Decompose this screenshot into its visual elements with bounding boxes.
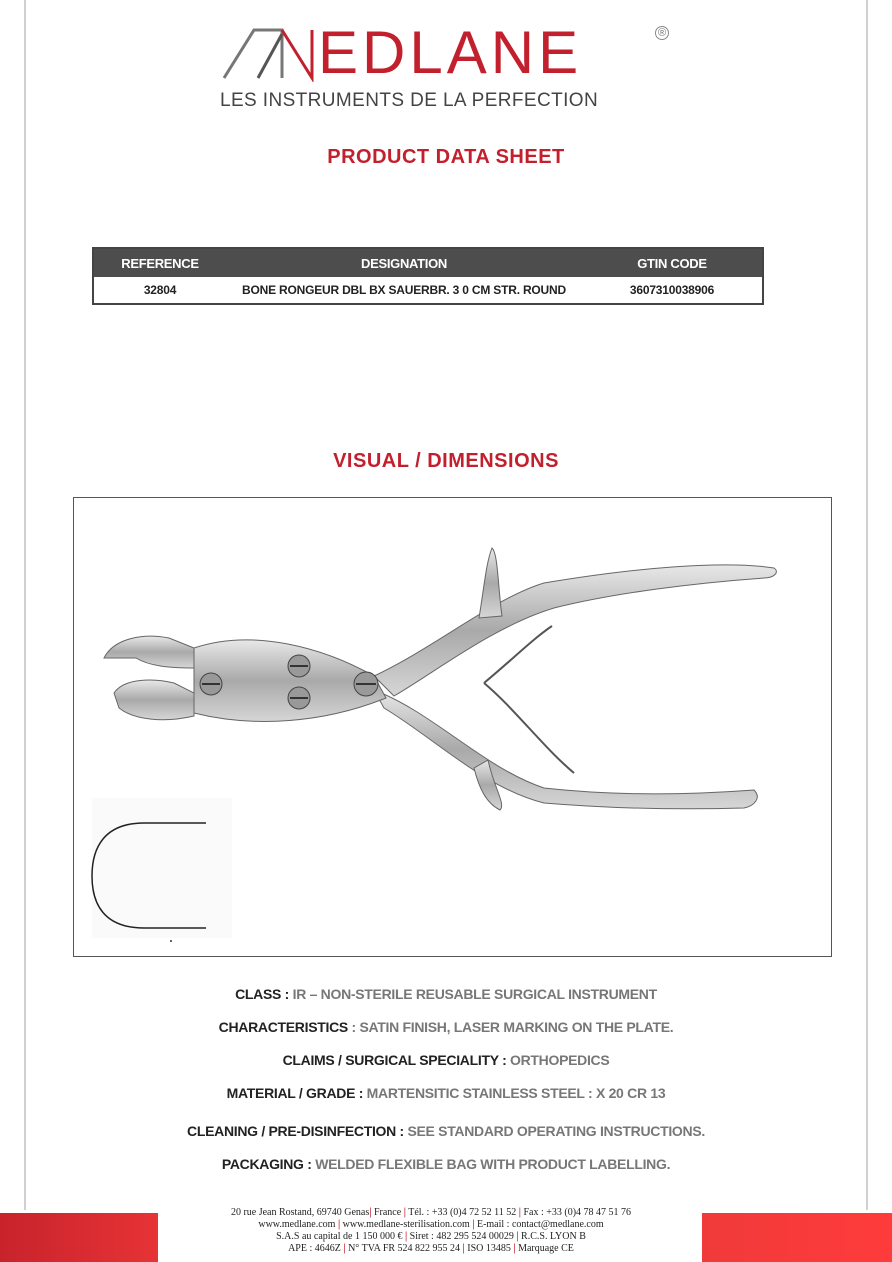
footer-line-company: S.A.S au capital de 1 150 000 € | Siret : 482 295 524 00029 | R.C.S. LYON B	[276, 1231, 586, 1242]
spec-claims-value: ORTHOPEDICS	[506, 1052, 610, 1068]
footer-capital: S.A.S au capital de 1 150 000 €	[276, 1231, 405, 1242]
footer-contact	[160, 1207, 702, 1255]
cell-gtin: 3607310038906	[629, 283, 715, 297]
spec-class-value: IR – NON-STERILE REUSABLE SURGICAL INSTRUMENT	[289, 986, 657, 1002]
footer-phone: Tél. : +33 (0)4 72 52 11 52	[405, 1207, 519, 1218]
tagline: LES INSTRUMENTS DE LA PERFECTION	[220, 90, 599, 111]
footer-rcs: R.C.S. LYON B	[518, 1231, 586, 1242]
footer-ce: Marquage CE	[515, 1243, 574, 1254]
spec-packaging	[0, 1156, 892, 1172]
footer-fax: Fax : +33 (0)4 78 47 51 76	[520, 1207, 632, 1218]
logo-text-tail: EDLANE	[318, 19, 583, 86]
footer-ape: APE : 4646Z	[288, 1243, 344, 1254]
spec-cleaning-label: CLEANING / PRE-DISINFECTION :	[187, 1123, 404, 1139]
footer-website-sterilisation[interactable]: www.medlane-sterilisation.com	[340, 1219, 473, 1230]
spec-material-label: MATERIAL / GRADE :	[226, 1085, 364, 1101]
header-reference: REFERENCE	[93, 248, 226, 277]
footer-bar-left	[0, 1213, 158, 1262]
footer-email[interactable]: E-mail : contact@medlane.com	[474, 1219, 604, 1230]
reference-table	[92, 247, 764, 305]
spec-material	[0, 1085, 892, 1101]
spec-class	[0, 986, 892, 1002]
rongeur-illustration	[74, 498, 831, 956]
spec-class-label: CLASS :	[235, 986, 290, 1002]
footer-website[interactable]: www.medlane.com	[258, 1219, 338, 1230]
footer-bar-right	[702, 1213, 892, 1262]
spec-characteristics-value: : SATIN FINISH, LASER MARKING ON THE PLATE.	[347, 1019, 674, 1035]
header-designation: DESIGNATION	[226, 248, 582, 277]
footer-line-address: 20 rue Jean Rostand, 69740 Genas| France | Tél. : +33 (0)4 72 52 11 52 | Fax : +33 (0)4 78 47 51 76	[230, 1207, 632, 1218]
spec-claims	[0, 1052, 892, 1068]
spec-claims-label: CLAIMS / SURGICAL SPECIALITY :	[282, 1052, 507, 1068]
footer-iso: ISO 13485	[464, 1243, 514, 1254]
visual-dimensions-title: VISUAL / DIMENSIONS	[333, 450, 559, 472]
product-visual-frame	[73, 497, 832, 957]
spec-characteristics	[0, 1019, 892, 1035]
spec-packaging-label: PACKAGING :	[221, 1156, 312, 1172]
table-header-row	[93, 248, 763, 277]
cell-reference: 32804	[143, 283, 177, 297]
spec-cleaning-value: SEE STANDARD OPERATING INSTRUCTIONS.	[403, 1123, 705, 1139]
logo-text	[318, 19, 583, 86]
header-gtin: GTIN CODE	[582, 248, 763, 277]
footer-line-legal: APE : 4646Z | N° TVA FR 524 822 955 24 | ISO 13485 | Marquage CE	[288, 1243, 574, 1254]
footer-line-web: www.medlane.com | www.medlane-sterilisation.com | E-mail : contact@medlane.com	[258, 1219, 604, 1230]
footer-address: 20 rue Jean Rostand, 69740 Genas	[230, 1207, 370, 1218]
registered-mark: ®	[655, 26, 669, 40]
cell-designation: BONE RONGEUR DBL BX SAUERBR. 3 0 CM STR. ROUND	[242, 283, 566, 297]
spec-characteristics-label: CHARACTERISTICS	[218, 1019, 348, 1035]
product-data-sheet-title: PRODUCT DATA SHEET	[327, 146, 565, 168]
footer-siret: Siret : 482 295 524 00029	[407, 1231, 517, 1242]
spec-packaging-value: WELDED FLEXIBLE BAG WITH PRODUCT LABELLING.	[311, 1156, 671, 1172]
footer-country: France	[371, 1207, 404, 1218]
spec-material-value: MARTENSITIC STAINLESS STEEL : X 20 CR 13	[363, 1085, 666, 1101]
footer-tva: N° TVA FR 524 822 955 24	[345, 1243, 463, 1254]
spec-cleaning	[0, 1123, 892, 1139]
table-row	[93, 277, 763, 304]
